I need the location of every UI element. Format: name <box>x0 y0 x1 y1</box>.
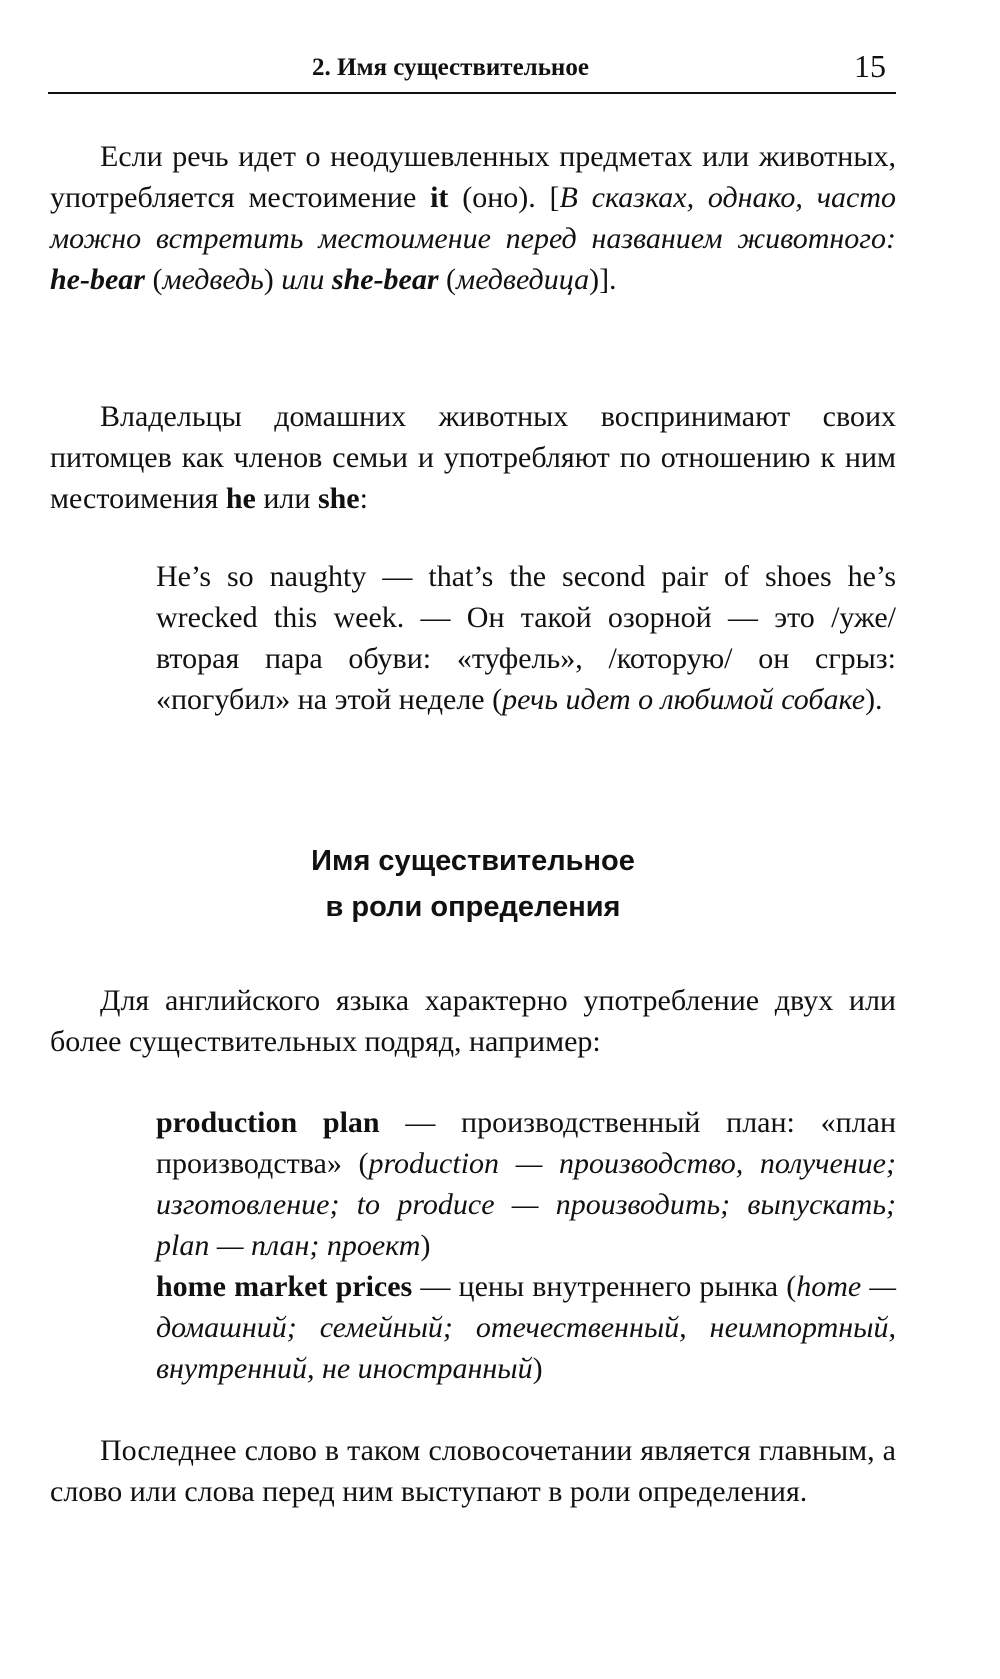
term-it: it <box>430 181 449 214</box>
p1-text-5: ( <box>438 263 457 296</box>
p1-text-2: (оно). [ <box>448 181 560 214</box>
p2-text-3: : <box>359 482 368 515</box>
ex2-italic-2: home — домашний; семейный; отечественный, неимпортный, внутренний, не иностранный <box>156 1270 897 1385</box>
ex2-text-1: — производственный план: «план производства» ( <box>156 1106 897 1180</box>
ex1-text-1: He’s so naughty — that’s the second pair of shoes he’s wrecked this week. — Он такой озорной — это /уже/ вторая пара обуви: «туфель», /которую/ он сгрыз: «погубил» на этой неделе ( <box>156 560 896 716</box>
paragraph-noun-sequence <box>50 980 896 1062</box>
term-he: he <box>225 482 256 515</box>
page-number: 15 <box>854 48 886 84</box>
ex1-italic-1: речь идет о любимой собаке <box>502 683 866 716</box>
ex1-text-2: ). <box>865 683 883 716</box>
p1-text-1: Если речь идет о неодушевленных предметах или животных, употребляется местоимение <box>50 140 896 214</box>
example-naughty-dog <box>156 556 896 720</box>
p1-italic-2: медведь <box>162 263 264 296</box>
section-heading-line-1: Имя существительное <box>311 845 635 877</box>
p1-text-4: ) <box>263 263 282 296</box>
ex2-text-2: ) <box>420 1229 431 1262</box>
p3-text: Для английского языка характерно употребление двух или более существительных подряд, например: <box>50 984 896 1058</box>
p1-italic-4: медведица <box>456 263 590 296</box>
term-home-market-prices: home market prices <box>156 1270 413 1303</box>
p1-italic-1: В сказках, однако, часто можно встретить местоимение перед названием животного: <box>50 181 897 255</box>
p4-text: Последнее слово в таком словосочетании является главным, а слово или слова перед ним выступают в роли определения. <box>50 1434 896 1508</box>
p1-text-3: ( <box>144 263 163 296</box>
paragraph-inanimate-pronoun <box>50 136 896 300</box>
term-he-bear: he-bear <box>50 263 145 296</box>
term-she: she <box>317 482 360 515</box>
p1-italic-3: или <box>281 263 332 296</box>
p2-text-1: Владельцы домашних животных воспринимают своих питомцев как членов семьи и употребляют по отношению к ним местоимения <box>50 400 896 515</box>
paragraph-head-word <box>50 1430 896 1512</box>
ex2-text-3: — цены внутреннего рынка ( <box>412 1270 797 1303</box>
ex2-text-4: ) <box>532 1352 543 1385</box>
term-production-plan: production plan <box>156 1106 380 1139</box>
paragraph-pet-owners <box>50 396 896 519</box>
section-heading <box>50 838 896 930</box>
p1-text-6: )]. <box>589 263 617 296</box>
chapter-title: 2. Имя существительное <box>312 54 589 81</box>
example-compound-nouns <box>156 1102 896 1389</box>
section-heading-line-2: в роли определения <box>325 891 621 923</box>
running-header <box>48 44 896 94</box>
ex2-italic-1: production — производство, получение; изготовление; to produce — производить; выпускать; plan — план; проект <box>156 1147 896 1262</box>
p2-text-2: или <box>255 482 318 515</box>
term-she-bear: she-bear <box>331 263 439 296</box>
